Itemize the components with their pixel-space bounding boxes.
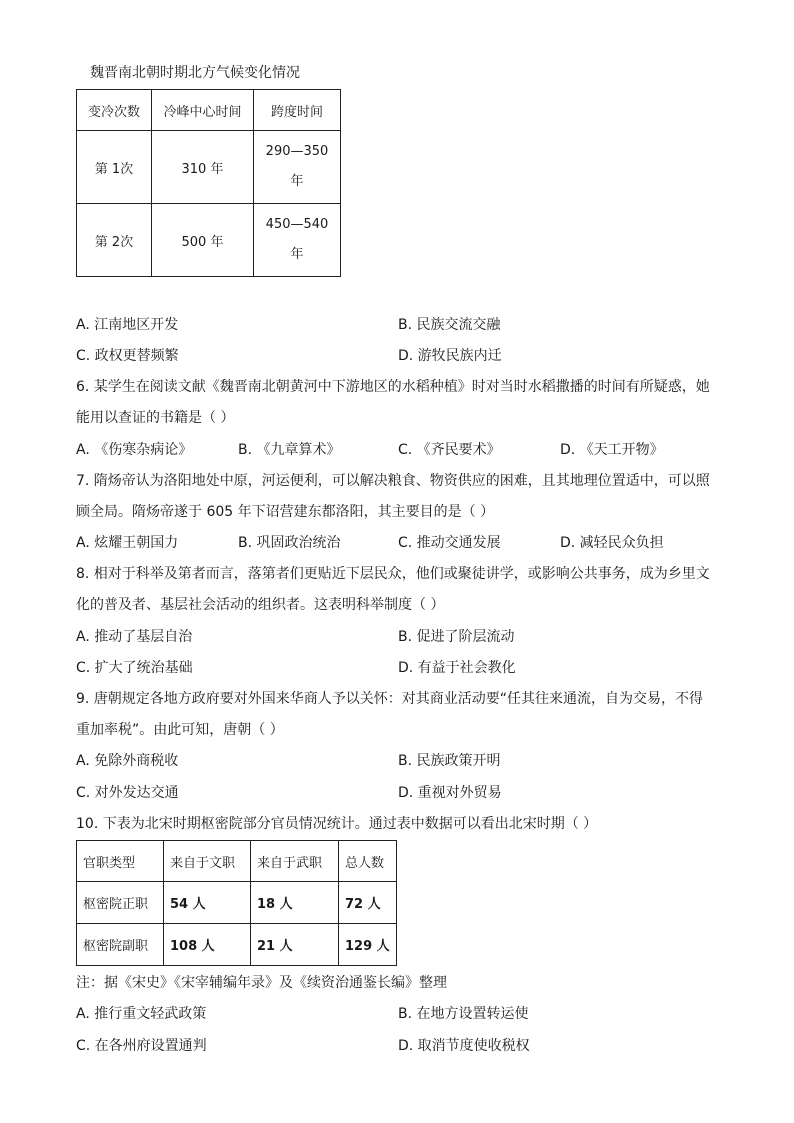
q7-option-d: D. 减轻民众负担: [560, 535, 664, 551]
table-cell: 500 年: [152, 204, 254, 277]
table-header: 官职类型: [77, 841, 164, 882]
q9-option-b: B. 民族政策开明: [398, 753, 501, 769]
q10-option-c: C. 在各州府设置通判: [76, 1038, 207, 1054]
table-header: 来自于武职: [251, 841, 339, 882]
q7-option-b: B. 巩固政治统治: [238, 535, 341, 551]
q6-stem-line1: 6. 某学生在阅读文献《魏晋南北朝黄河中下游地区的水稻种植》时对当时水稻撒播的时间有所疑惑，她: [76, 379, 710, 395]
q10-option-d: D. 取消节度使收税权: [398, 1038, 530, 1054]
table-cell: 21 人: [251, 924, 339, 966]
q8-option-c: C. 扩大了统治基础: [76, 660, 193, 676]
table-cell: 54 人: [164, 882, 251, 924]
table-cell: 枢密院正职: [77, 882, 164, 924]
table-cell: 18 人: [251, 882, 339, 924]
table-cell: 108 人: [164, 924, 251, 966]
q9-stem-line2: 重加率税”。由此可知，唐朝（ ）: [76, 722, 284, 738]
table-cell: 310 年: [152, 131, 254, 204]
table-cell: 第 1次: [77, 131, 152, 204]
q6-option-b: B. 《九章算术》: [238, 442, 341, 458]
q6-stem-line2: 能用以查证的书籍是（ ）: [76, 410, 235, 426]
q10-table-note: 注：据《宋史》《宋宰辅编年录》及《续资治通鉴长编》整理: [76, 975, 447, 991]
climate-table: [76, 89, 341, 277]
q6-option-c: C. 《齐民要术》: [398, 442, 501, 458]
span-unit: 年: [290, 174, 304, 189]
q8-option-a: A. 推动了基层自治: [76, 629, 193, 645]
table-header: 冷峰中心时间: [152, 90, 254, 131]
table-header: 总人数: [339, 841, 397, 882]
table-cell: [254, 204, 341, 277]
q8-option-d: D. 有益于社会教化: [398, 660, 516, 676]
table1-caption: 魏晋南北朝时期北方气候变化情况: [90, 65, 300, 81]
privy-council-table: [76, 840, 397, 966]
q9-stem-line1: 9. 唐朝规定各地方政府要对外国来华商人予以关怀：对其商业活动要“任其往来通流，自为交易，不得: [76, 691, 704, 707]
table-row: [77, 882, 397, 924]
table-row: [77, 131, 341, 204]
q8-option-b: B. 促进了阶层流动: [398, 629, 515, 645]
q7-stem-line1: 7. 隋炀帝认为洛阳地处中原，河运便利，可以解决粮食、物资供应的困难，且其地理位置适中，可以照: [76, 473, 710, 489]
q6-option-d: D. 《天工开物》: [560, 442, 664, 458]
table-header: 变冷次数: [77, 90, 152, 131]
q7-option-c: C. 推动交通发展: [398, 535, 501, 551]
q7-stem-line2: 顾全局。隋炀帝遂于 605 年下诏营建东都洛阳，其主要目的是（ ）: [76, 504, 495, 520]
q9-option-c: C. 对外发达交通: [76, 785, 179, 801]
table-cell: 129 人: [339, 924, 397, 966]
q7-option-a: A. 炫耀王朝国力: [76, 535, 179, 551]
span-start-end: 290—350: [265, 144, 329, 159]
span-start-end: 450—540: [265, 217, 329, 232]
span-unit: 年: [290, 247, 304, 262]
q10-option-a: A. 推行重文轻武政策: [76, 1006, 207, 1022]
table-header: 来自于文职: [164, 841, 251, 882]
q8-stem-line2: 化的普及者、基层社会活动的组织者。这表明科举制度（ ）: [76, 597, 445, 613]
q10-option-b: B. 在地方设置转运使: [398, 1006, 529, 1022]
table-cell: 枢密院副职: [77, 924, 164, 966]
q10-stem: 10. 下表为北宋时期枢密院部分官员情况统计。通过表中数据可以看出北宋时期（ ）: [76, 816, 598, 832]
q5-option-a: A. 江南地区开发: [76, 317, 179, 333]
q8-stem-line1: 8. 相对于科举及第者而言，落第者们更贴近下层民众，他们或聚徒讲学，或影响公共事务，成为乡里文: [76, 566, 710, 582]
table-cell: 72 人: [339, 882, 397, 924]
table-cell: 第 2次: [77, 204, 152, 277]
table-header: 跨度时间: [254, 90, 341, 131]
table-row: [77, 924, 397, 966]
q5-option-c: C. 政权更替频繁: [76, 348, 179, 364]
q5-option-b: B. 民族交流交融: [398, 317, 501, 333]
q6-option-a: A. 《伤寒杂病论》: [76, 442, 193, 458]
table-row: [77, 204, 341, 277]
q5-option-d: D. 游牧民族内迁: [398, 348, 502, 364]
q9-option-d: D. 重视对外贸易: [398, 785, 502, 801]
q9-option-a: A. 免除外商税收: [76, 753, 179, 769]
table-cell: [254, 131, 341, 204]
